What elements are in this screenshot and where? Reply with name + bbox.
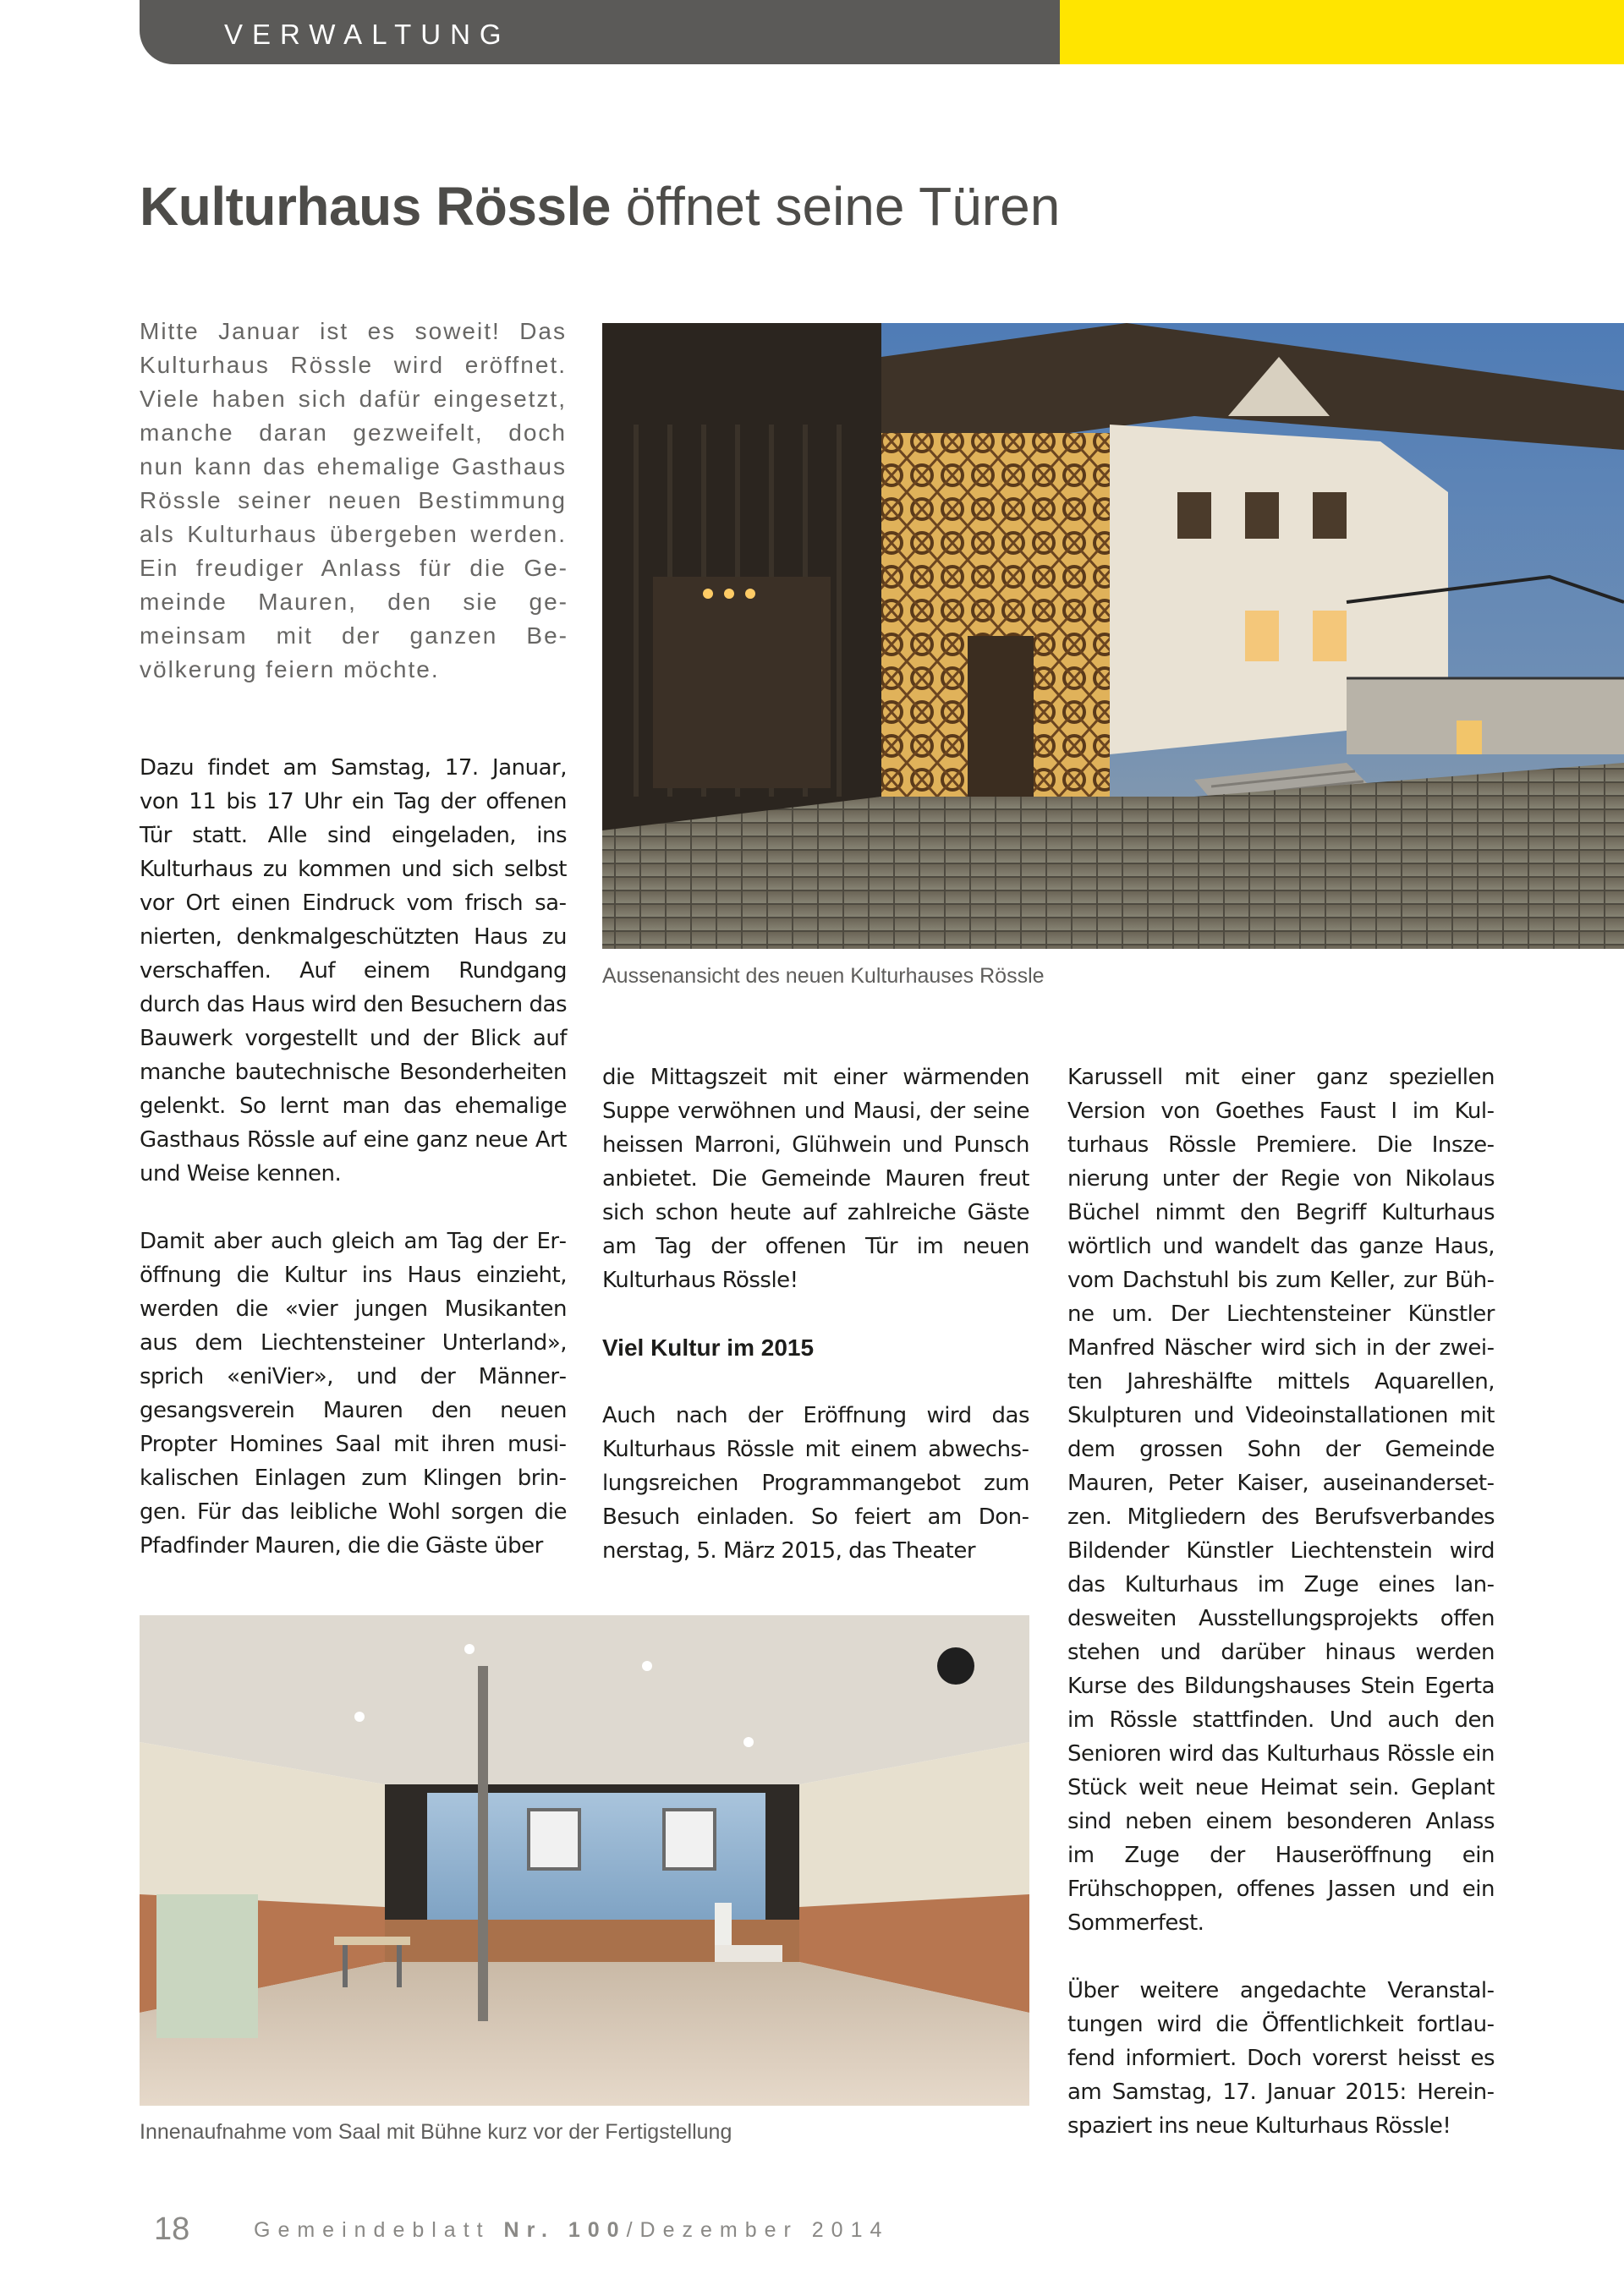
issue-date: /Dezember 2014 xyxy=(626,2218,890,2242)
issue-number: Nr. 100 xyxy=(503,2218,627,2242)
footer-publication xyxy=(254,2220,889,2241)
paragraph: Über weitere angedachte Veranstaltungen wird die Öffentlichkeit fortlaufend informiert. Doch vorerst heisst es am Samstag, 17. Januar 2015: Hereinspaziert ins neue Kulturhaus Rössle! xyxy=(1067,1978,1495,2139)
article-title xyxy=(140,176,1061,237)
publication-name: Gemeindeblatt xyxy=(254,2218,504,2242)
paragraph: Dazu findet am Samstag, 17. Januar, von 11 bis 17 Uhr ein Tag der offenen Tür statt. Alle sind eingeladen, ins Kulturhaus zu kommen und sich selbst vor Ort einen Eindruck vom frisch sanierten, denkmalgeschützten Haus zu verschaffen. Auf einem Rundgang durch das Haus wird den Besuchern das Bauwerk vorgestellt und der Blick auf manche bautechnische Besonderheiten gelenkt. So lernt man das ehemalige Gasthaus Rössle auf eine ganz neue Art und Weise kennen. xyxy=(140,755,567,1186)
interior-photo-illustration xyxy=(140,1615,1029,2106)
paragraph: die Mittagszeit mit einer wärmenden Suppe verwöhnen und Mausi, der seine heissen Marroni, Glühwein und Punsch anbietet. Die Gemeinde Mauren freut sich schon heute auf zahlreiche Gäste am Tag der offenen Tür im neuen Kulturhaus Rössle! xyxy=(602,1065,1029,1293)
lead-paragraph: Mitte Januar ist es soweit! Das Kulturhaus Rössle wird eröffnet. Viele haben sich dafür eingesetzt, manche daran gezweifelt, doch nun kann das ehemalige Gasthaus Rössle seiner neuen Bestimmung als Kulturhaus übergeben werden. Ein freudiger Anlass für die Gemeinde Mauren, den sie gemeinsam mit der ganzen Bevölkerung feiern möchte. xyxy=(140,318,567,682)
subheading: Viel Kultur im 2015 xyxy=(602,1334,815,1361)
interior-photo-caption: Innenaufnahme vom Saal mit Bühne kurz vor der Fertigstellung xyxy=(140,2120,732,2144)
paragraph: Karussell mit einer ganz speziellen Version von Goethes Faust I im Kulturhaus Rössle Premiere. Die Inszenierung unter der Regie von Nikolaus Büchel nimmt den Begriff Kulturhaus wörtlich und wandelt das ganze Haus, vom Dachstuhl bis zum Keller, zur Bühne um. Der Liechtensteiner Künstler Manfred Näscher wird sich in der zweiten Jahreshälfte mittels Aquarellen, Skulpturen und Videoinstallationen mit dem grossen Sohn der Gemeinde Mauren, Peter Kaiser, auseinandersetzen. Mitgliedern des Berufsverbandes Bildender Künstler Liechtenstein wird das Kulturhaus im Zuge eines landesweiten Ausstellungsprojekts offen stehen und darüber hinaus werden Kurse des Bildungshauses Stein Egerta im Rössle stattfinden. Und auch den Senioren wird das Kulturhaus Rössle ein Stück weit neue Heimat sein. Geplant sind neben einem besonderen Anlass im Zuge der Hauseröffnung ein Frühschoppen, offenes Jassen und ein Sommerfest. xyxy=(1067,1065,1495,1936)
interior-photo xyxy=(140,1615,1029,2106)
exterior-photo-illustration xyxy=(602,323,1624,949)
exterior-photo xyxy=(602,323,1624,949)
paragraph: Auch nach der Eröffnung wird das Kulturhaus Rössle mit einem abwechslungsreichen Programmangebot zum Besuch einladen. So feiert am Donnerstag, 5. März 2015, das Theater xyxy=(602,1403,1029,1564)
exterior-photo-caption: Aussenansicht des neuen Kulturhauses Rössle xyxy=(602,964,1045,988)
title-bold: Kulturhaus Rössle xyxy=(140,176,611,237)
text-column-2 xyxy=(602,1060,1029,1568)
page-number: 18 xyxy=(154,2211,190,2247)
title-light: öffnet seine Türen xyxy=(610,176,1061,237)
accent-bar xyxy=(1060,0,1624,64)
text-column-1 xyxy=(140,751,567,1563)
text-column-3 xyxy=(1067,1060,1495,2143)
paragraph: Damit aber auch gleich am Tag der Eröffnung die Kultur ins Haus einzieht, werden die «vier jungen Musikanten aus dem Liechtensteiner Unterland», sprich «eniVier», und der Männergesangsverein Mauren den neuen Propter Homines Saal mit ihren musikalischen Einlagen zum Klingen bringen. Für das leibliche Wohl sorgen die Pfadfinder Mauren, die die Gäste über xyxy=(140,1229,567,1559)
section-label: VERWALTUNG xyxy=(224,19,511,50)
